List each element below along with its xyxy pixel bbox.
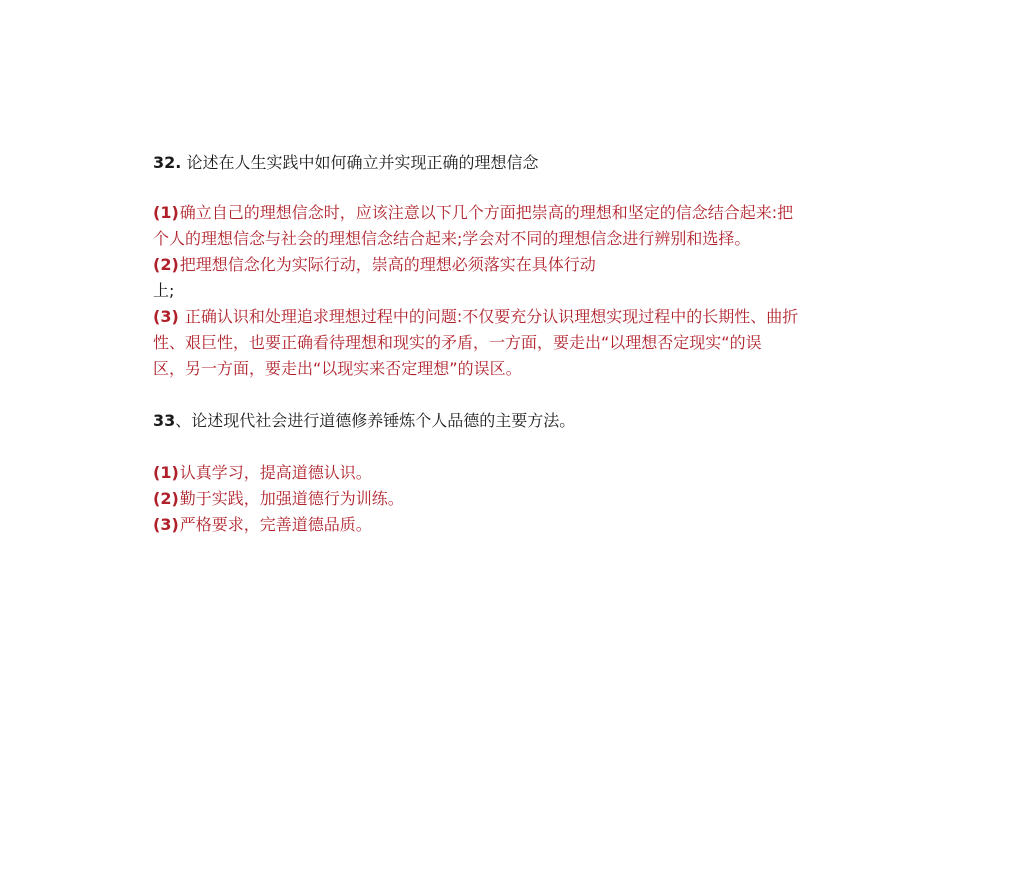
answer-32-3-line-3: 区，另一方面，要走出“以现实来否定理想”的误区。 xyxy=(153,359,522,378)
answer-32-3-line-1 xyxy=(153,304,893,330)
answer-32-1-line-2: 个人的理想信念与社会的理想信念结合起来;学会对不同的理想信念进行辨别和选择。 xyxy=(153,229,751,248)
question-33-answers xyxy=(153,460,893,538)
answer-33-1-text: 认真学习，提高道德认识。 xyxy=(179,463,372,482)
question-33-text: 、论述现代社会进行道德修养锤炼个人品德的主要方法。 xyxy=(175,411,576,430)
question-32-number: 32. xyxy=(153,153,182,172)
answer-32-1-line-1 xyxy=(153,200,893,226)
answer-32-2-number: (2) xyxy=(153,255,179,274)
question-33-title xyxy=(153,408,893,434)
answer-32-1-number: (1) xyxy=(153,203,179,222)
question-32-title xyxy=(153,150,893,176)
answer-32-3-line-2: 性、艰巨性，也要正确看待理想和现实的矛盾，一方面，要走出“以理想否定现实“的误 xyxy=(153,333,762,352)
answer-32-2-text-1: 把理想信念化为实际行动，崇高的理想必须落实在具体行动 xyxy=(179,255,596,274)
answer-33-3 xyxy=(153,512,893,538)
answer-32-3-number: (3) xyxy=(153,307,179,326)
question-33-number: 33 xyxy=(153,411,176,430)
answer-33-3-number: (3) xyxy=(153,515,179,534)
answer-32-1-text-1: 确立自己的理想信念时，应该注意以下几个方面把崇高的理想和坚定的信念结合起来:把 xyxy=(179,203,794,222)
document-page xyxy=(153,150,893,538)
answer-33-2 xyxy=(153,486,893,512)
answer-32-2-line-1 xyxy=(153,252,893,278)
answer-33-3-text: 严格要求，完善道德品质。 xyxy=(179,515,372,534)
answer-32-3-text-1: 正确认识和处理追求理想过程中的问题:不仅要充分认识理想实现过程中的长期性、曲折 xyxy=(179,307,799,326)
question-32-answers xyxy=(153,200,893,382)
answer-32-2-line-2: 上; xyxy=(153,281,175,300)
answer-33-2-number: (2) xyxy=(153,489,179,508)
answer-33-1 xyxy=(153,460,893,486)
answer-33-2-text: 勤于实践，加强道德行为训练。 xyxy=(179,489,404,508)
answer-33-1-number: (1) xyxy=(153,463,179,482)
question-32-text: 论述在人生实践中如何确立并实现正确的理想信念 xyxy=(186,153,539,172)
